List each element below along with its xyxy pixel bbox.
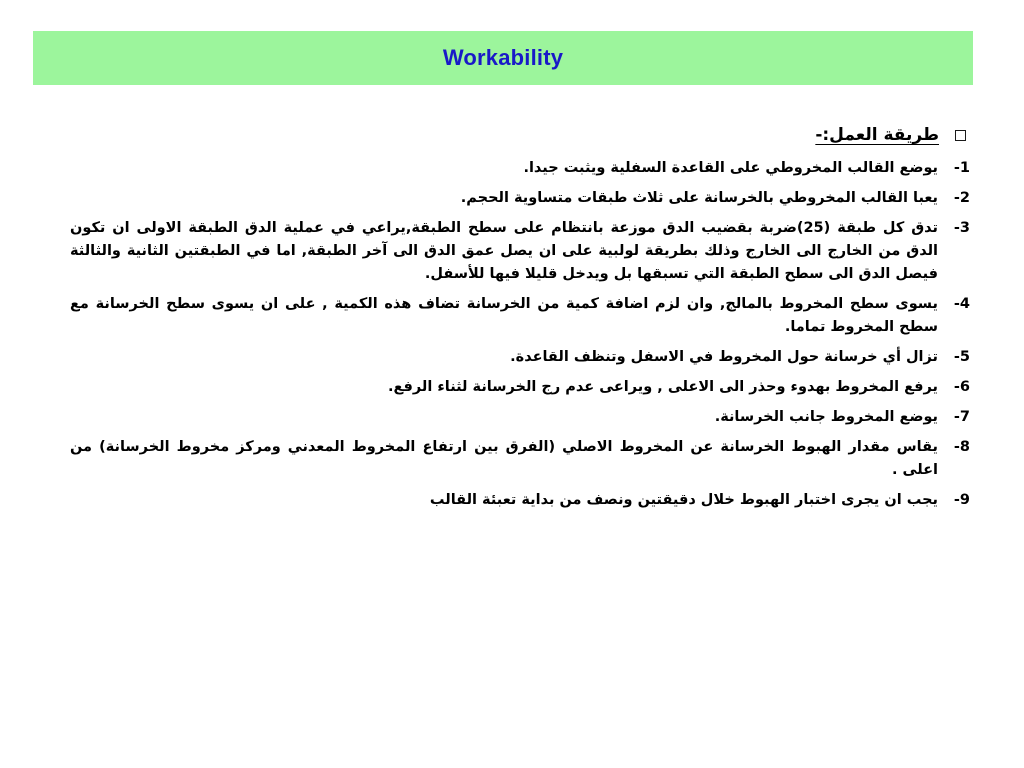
step-text: تزال أي خرسانة حول المخروط في الاسفل وتنظف القاعدة.	[510, 349, 938, 365]
step-item	[70, 376, 970, 399]
step-number: 4-	[953, 296, 970, 312]
step-number: 1-	[953, 160, 970, 176]
title-bar	[33, 31, 973, 85]
section-heading: طريقة العمل:-	[815, 125, 939, 145]
step-item	[70, 293, 970, 339]
slide-title: Workability	[442, 45, 564, 70]
slide-content	[70, 120, 970, 512]
step-item	[70, 489, 970, 512]
step-item	[70, 187, 970, 210]
step-item	[70, 346, 970, 369]
steps-list	[70, 157, 970, 512]
step-text: يقاس مقدار الهبوط الخرسانة عن المخروط الاصلي (الفرق بين ارتفاع المخروط المعدني ومركز مخروط الخرسانة) من اعلى .	[70, 439, 938, 478]
step-number: 6-	[953, 379, 970, 395]
step-text: يوضع المخروط جانب الخرسانة.	[714, 409, 938, 425]
step-text: يسوى سطح المخروط بالمالج, وان لزم اضافة كمية من الخرسانة تضاف هذه الكمية , على ان يسوى سطح الخرسانة مع سطح المخروط تماما.	[70, 296, 938, 335]
step-item	[70, 217, 970, 286]
step-number: 2-	[953, 190, 970, 206]
step-number: 7-	[953, 409, 970, 425]
step-text: يوضع القالب المخروطي على القاعدة السفلية ويثبت جيدا.	[523, 160, 938, 176]
step-text: يرفع المخروط بهدوء وحذر الى الاعلى , ويراعى عدم رج الخرسانة لثناء الرفع.	[387, 379, 938, 395]
step-item	[70, 436, 970, 482]
step-number: 9-	[953, 492, 970, 508]
step-number: 5-	[953, 349, 970, 365]
step-text: يعبا القالب المخروطي بالخرسانة على ثلاث طبقات متساوية الحجم.	[460, 190, 938, 206]
step-number: 8-	[953, 439, 970, 455]
step-text: يجب ان يجرى اختبار الهبوط خلال دقيقتين ونصف من بداية تعبئة القالب	[429, 492, 938, 508]
step-text: تدق كل طبقة (25)ضربة بقضيب الدق موزعة بانتظام على سطح الطبقة,يراعي في عملية الدق الطبقة الاولى ان تكون الدق من الخارج الى الخارج وذلك بطريقة لولبية على ان يصل عمق الدق الى آخر الطبقة, اما في الطبقتين الثانية والثالثة فيصل الدق الى سطح الطبقة التي تسبقها بل ويدخل قليلا فيها للأسفل.	[70, 220, 938, 282]
hollow-square-bullet-icon	[955, 130, 966, 141]
step-item	[70, 157, 970, 180]
step-item	[70, 406, 970, 429]
step-number: 3-	[953, 220, 970, 236]
section-heading-row	[70, 120, 970, 150]
